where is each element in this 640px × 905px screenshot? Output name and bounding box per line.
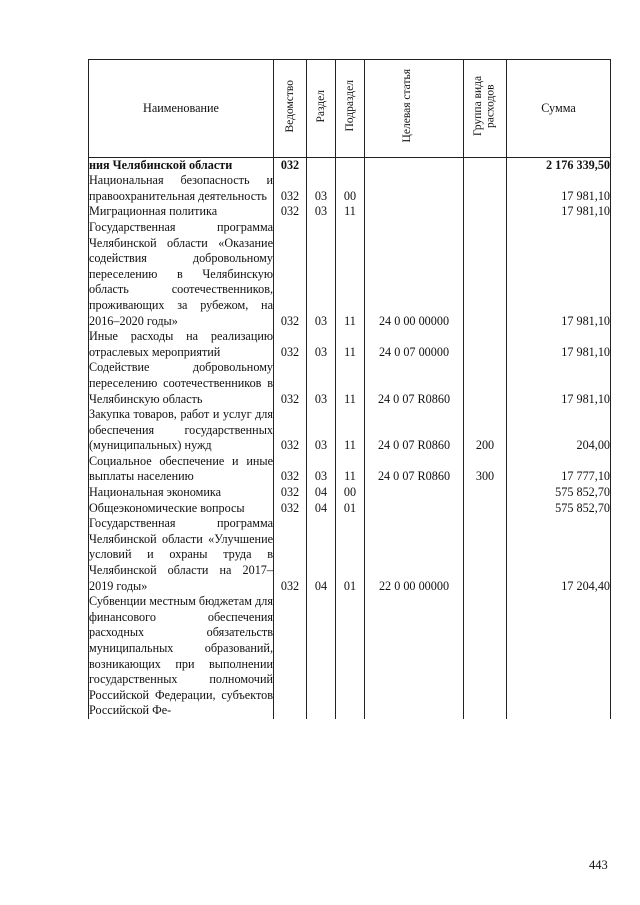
table-row	[89, 204, 611, 220]
row-department: 032	[274, 501, 307, 517]
row-section	[307, 157, 336, 173]
row-department: 032	[274, 360, 307, 407]
row-subsection: 01	[336, 516, 365, 594]
row-subsection	[336, 157, 365, 173]
row-section	[307, 594, 336, 719]
table-header-row	[89, 60, 611, 158]
row-name: Содействие добровольному переселению соотечественников в Челябинскую область	[89, 360, 273, 406]
row-subsection: 11	[336, 329, 365, 360]
row-article	[365, 173, 464, 204]
row-subsection: 01	[336, 501, 365, 517]
row-amount: 575 852,70	[507, 485, 611, 501]
row-amount: 575 852,70	[507, 501, 611, 517]
row-subsection: 11	[336, 407, 365, 454]
row-section: 03	[307, 329, 336, 360]
row-section: 03	[307, 454, 336, 485]
page-number: 443	[589, 858, 608, 872]
table-row	[89, 407, 611, 454]
row-amount	[507, 594, 611, 719]
row-name: Общеэкономические вопросы	[89, 501, 274, 517]
table-row	[89, 220, 611, 329]
row-name: Национальная безопасность и правоохранительная деятельность	[89, 173, 273, 203]
row-amount: 17 981,10	[507, 360, 611, 407]
table-row	[89, 501, 611, 517]
row-group	[464, 360, 507, 407]
row-name: Государственная программа Челябинской области «Оказание содействия добровольному переселению в Челябинскую область соотечественников, проживающих за рубежом, на 2016–2020 годы»	[89, 219, 273, 328]
row-section: 03	[307, 360, 336, 407]
table-row	[89, 329, 611, 360]
row-amount: 17 981,10	[507, 173, 611, 204]
row-department: 032	[274, 407, 307, 454]
row-group: 300	[464, 454, 507, 485]
header-department: Ведомство	[274, 60, 307, 158]
row-article: 24 0 07 R0860	[365, 407, 464, 454]
row-group	[464, 516, 507, 594]
row-subsection: 11	[336, 204, 365, 220]
row-department: 032	[274, 157, 307, 173]
row-section: 03	[307, 220, 336, 329]
table-row	[89, 173, 611, 204]
row-group: 200	[464, 407, 507, 454]
row-group	[464, 157, 507, 173]
row-subsection: 11	[336, 360, 365, 407]
row-article	[365, 204, 464, 220]
header-section: Раздел	[307, 60, 336, 158]
row-group	[464, 220, 507, 329]
table-row	[89, 516, 611, 594]
table-row	[89, 594, 611, 719]
row-amount: 204,00	[507, 407, 611, 454]
row-article	[365, 594, 464, 719]
row-department: 032	[274, 516, 307, 594]
row-department	[274, 594, 307, 719]
row-article	[365, 157, 464, 173]
row-name: Социальное обеспечение и иные выплаты населению	[89, 453, 273, 484]
row-name: Субвенции местным бюджетам для финансового обеспечения расходных обязательств муниципальных образований, возникающих при выполнении государственных полномочий Российской Федерации, субъектов Российской Фе-	[89, 594, 273, 718]
row-article	[365, 485, 464, 501]
row-section: 03	[307, 204, 336, 220]
table-row	[89, 454, 611, 485]
row-amount: 17 204,40	[507, 516, 611, 594]
row-department: 032	[274, 329, 307, 360]
row-group	[464, 485, 507, 501]
budget-table	[88, 59, 611, 719]
row-name: Иные расходы на реализацию отраслевых мероприятий	[89, 329, 273, 359]
row-department: 032	[274, 220, 307, 329]
row-article: 24 0 07 R0860	[365, 360, 464, 407]
table-row	[89, 157, 611, 173]
row-department: 032	[274, 485, 307, 501]
row-name: Миграционная политика	[89, 204, 274, 220]
row-subsection: 00	[336, 485, 365, 501]
header-amount: Сумма	[507, 60, 611, 158]
row-article: 22 0 00 00000	[365, 516, 464, 594]
row-amount: 17 981,10	[507, 329, 611, 360]
row-group	[464, 501, 507, 517]
header-expense-group: Группа вида расходов	[464, 60, 507, 158]
table-row	[89, 360, 611, 407]
row-article: 24 0 00 00000	[365, 220, 464, 329]
row-amount: 17 777,10	[507, 454, 611, 485]
row-name: Закупка товаров, работ и услуг для обеспечения государственных (муниципальных) нужд	[89, 407, 273, 453]
row-amount: 17 981,10	[507, 220, 611, 329]
header-target-article: Целевая статья	[365, 60, 464, 158]
row-section: 04	[307, 485, 336, 501]
header-subsection: Подраздел	[336, 60, 365, 158]
row-section: 03	[307, 173, 336, 204]
row-department: 032	[274, 173, 307, 204]
row-group	[464, 329, 507, 360]
row-name: Государственная программа Челябинской области «Улучшение условий и охраны труда в Челябинской области на 2017–2019 годы»	[89, 516, 273, 593]
row-section: 04	[307, 501, 336, 517]
row-amount: 2 176 339,50	[507, 157, 611, 173]
row-article	[365, 501, 464, 517]
row-subsection: 11	[336, 454, 365, 485]
row-section: 03	[307, 407, 336, 454]
row-subsection	[336, 594, 365, 719]
row-subsection: 11	[336, 220, 365, 329]
row-subsection: 00	[336, 173, 365, 204]
header-name: Наименование	[89, 60, 274, 158]
row-amount: 17 981,10	[507, 204, 611, 220]
row-department: 032	[274, 454, 307, 485]
row-article: 24 0 07 00000	[365, 329, 464, 360]
row-name: ния Челябинской области	[89, 157, 274, 173]
row-group	[464, 204, 507, 220]
row-department: 032	[274, 204, 307, 220]
table-row	[89, 485, 611, 501]
row-group	[464, 173, 507, 204]
row-group	[464, 594, 507, 719]
row-section: 04	[307, 516, 336, 594]
row-article: 24 0 07 R0860	[365, 454, 464, 485]
row-name: Национальная экономика	[89, 485, 274, 501]
